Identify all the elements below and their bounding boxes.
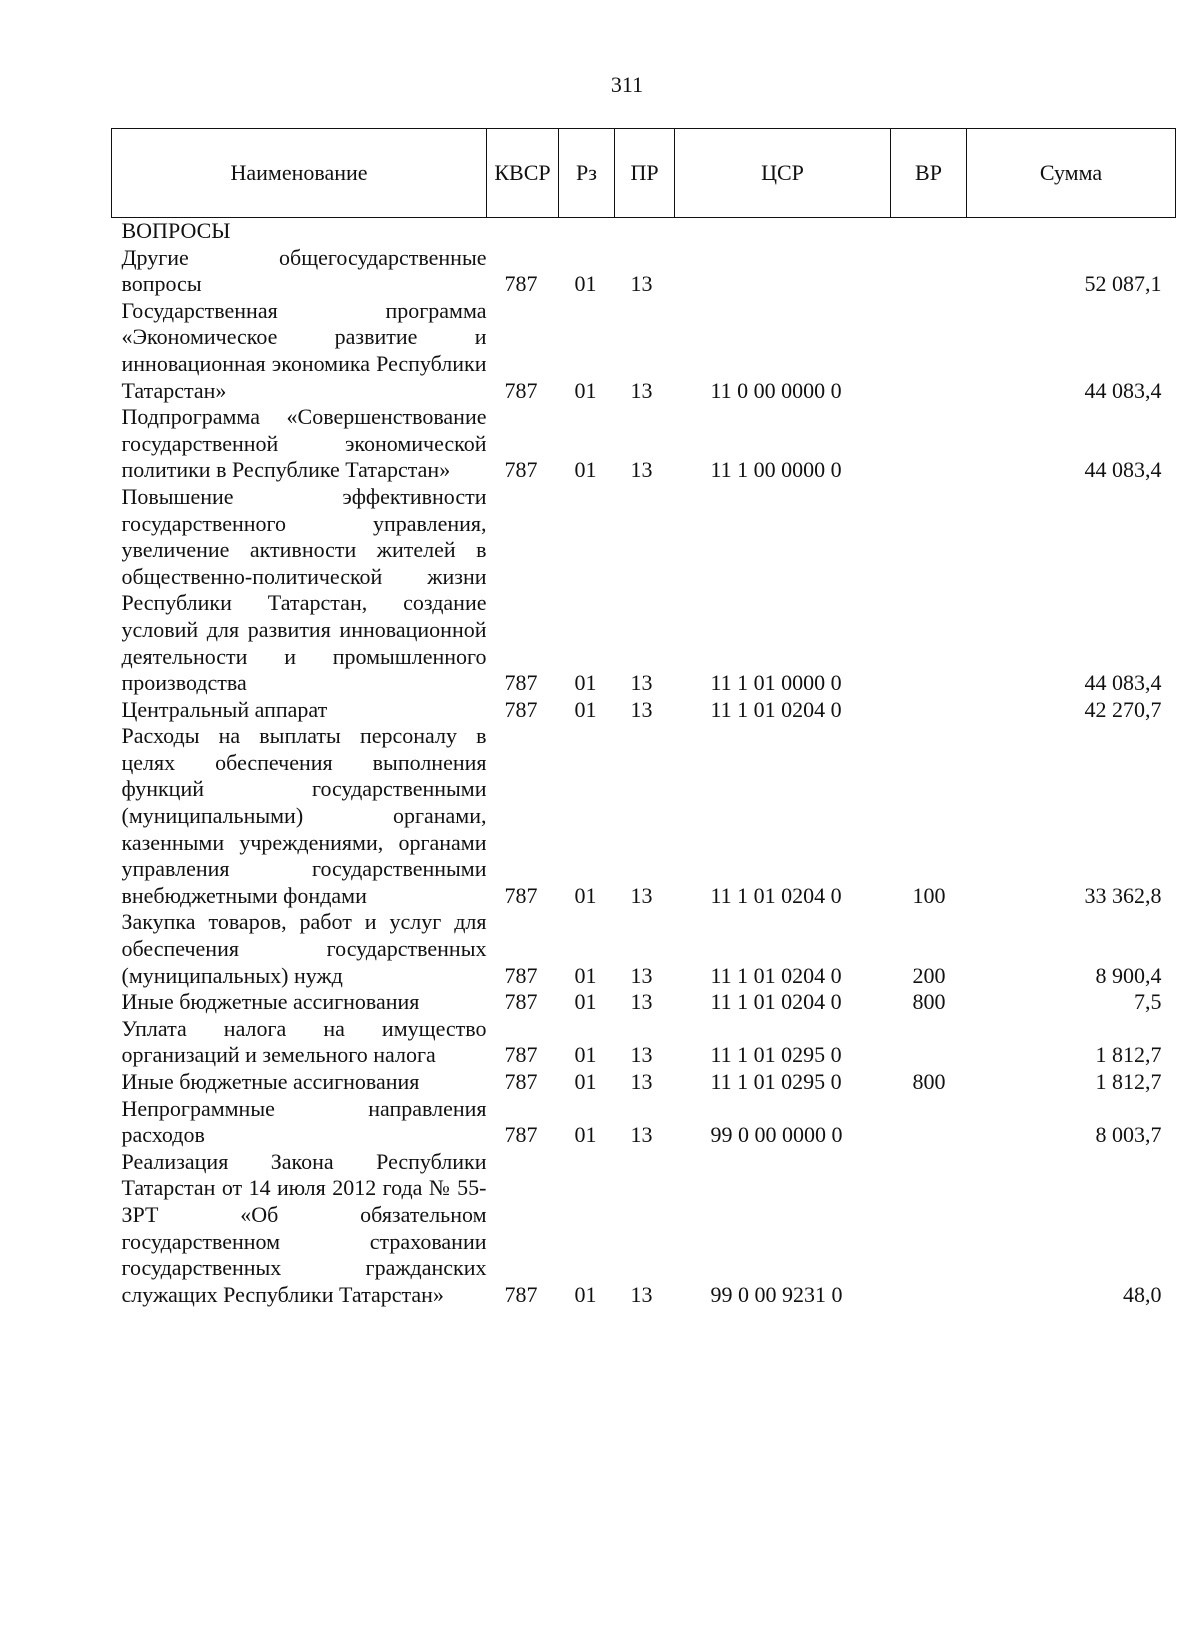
row-csr: 11 1 01 0204 0: [710, 696, 842, 722]
row-csr: 99 0 00 0000 0: [710, 1122, 843, 1148]
row-rz: 01: [574, 1281, 597, 1307]
row-rz: 01: [574, 1122, 597, 1148]
row-vr: [891, 1096, 967, 1149]
row-rz: 01: [574, 696, 597, 722]
table-row: [112, 1096, 1176, 1149]
table-row: [112, 484, 1176, 697]
row-kvsr: 787: [504, 882, 538, 908]
row-pr: 13: [630, 457, 653, 483]
row-kvsr: 787: [504, 1042, 538, 1068]
row-rz: 01: [574, 1069, 597, 1094]
row-name: Закупка товаров, работ и услуг для обеспечения государственных (муниципальных) нужд: [121, 909, 487, 988]
row-name: Иные бюджетные ассигнования: [121, 989, 420, 1015]
row-sum: 8 900,4: [1095, 962, 1162, 988]
header-vr: ВР: [891, 129, 967, 218]
table-row: [112, 1149, 1176, 1309]
row-sum: [967, 218, 1176, 245]
row-kvsr: 787: [504, 1122, 538, 1148]
row-kvsr: 787: [504, 696, 538, 722]
page-number: 311: [610, 72, 644, 97]
row-name: Непрограммные направления расходов: [121, 1095, 487, 1148]
row-rz: 01: [574, 670, 597, 696]
row-csr: 11 0 00 0000 0: [710, 377, 842, 403]
row-vr: [891, 298, 967, 404]
header-kvsr: КВСР: [487, 129, 559, 218]
row-kvsr: 787: [504, 670, 538, 696]
row-vr: 100: [912, 882, 946, 908]
row-csr: 99 0 00 9231 0: [710, 1281, 843, 1307]
row-name: Центральный аппарат: [121, 696, 328, 722]
row-vr: 800: [912, 989, 946, 1015]
row-name: Другие общегосударственные вопросы: [121, 244, 487, 297]
row-rz: 01: [574, 882, 597, 908]
row-rz: 01: [574, 271, 597, 297]
row-vr: 200: [912, 962, 946, 988]
table-row: [112, 909, 1176, 989]
row-rz: 01: [574, 962, 597, 988]
table-row: [112, 1069, 1176, 1096]
row-sum: 48,0: [1123, 1281, 1162, 1307]
row-name: Реализация Закона Республики Татарстан от 14 июля 2012 года № 55-ЗРТ «Об обязательном государственном страховании государственных гражданских служащих Республики Татарстан»: [121, 1148, 487, 1307]
row-sum: 1 812,7: [1095, 1042, 1162, 1068]
row-sum: 1 812,7: [1095, 1069, 1162, 1094]
row-csr: 11 1 01 0204 0: [710, 962, 842, 988]
row-pr: 13: [630, 271, 653, 297]
row-csr: [675, 245, 891, 298]
row-sum: 8 003,7: [1095, 1122, 1162, 1148]
row-name: Иные бюджетные ассигнования: [121, 1069, 420, 1094]
row-vr: [891, 218, 967, 245]
header-pr: ПР: [615, 129, 675, 218]
row-kvsr: 787: [504, 377, 538, 403]
row-vr: 800: [912, 1069, 946, 1094]
row-name: Повышение эффективности государственного управления, увеличение активности жителей в общественно-политической жизни Республики Татарстан, создание условий для развития инновационной деятельности и промышленного производства: [121, 483, 487, 696]
row-kvsr: 787: [504, 457, 538, 483]
row-csr: 11 1 01 0204 0: [710, 882, 842, 908]
row-name: ВОПРОСЫ: [121, 218, 231, 243]
row-name: Подпрограмма «Совершенствование государственной экономической политики в Республике Татарстан»: [121, 404, 487, 483]
header-name: Наименование: [112, 129, 487, 218]
row-sum: 44 083,4: [1084, 670, 1162, 696]
row-csr: 11 1 00 0000 0: [710, 457, 842, 483]
row-vr: [891, 1149, 967, 1309]
row-rz: 01: [574, 377, 597, 403]
row-name: Уплата налога на имущество организаций и земельного налога: [121, 1015, 487, 1068]
row-kvsr: 787: [504, 1069, 538, 1094]
row-pr: 13: [630, 1069, 653, 1094]
table-row: [112, 1016, 1176, 1069]
table-row: [112, 723, 1176, 909]
row-pr: 13: [630, 989, 653, 1015]
row-sum: 52 087,1: [1084, 271, 1162, 297]
budget-table: [111, 128, 1176, 1308]
row-pr: 13: [630, 1122, 653, 1148]
table-row: [112, 298, 1176, 404]
row-kvsr: 787: [504, 271, 538, 297]
header-rz: Рз: [559, 129, 615, 218]
row-rz: [559, 218, 615, 245]
table-row: [112, 245, 1176, 298]
table-row: [112, 989, 1176, 1016]
row-vr: [891, 245, 967, 298]
row-pr: 13: [630, 882, 653, 908]
row-pr: 13: [630, 1042, 653, 1068]
table-header: [112, 129, 1176, 218]
header-csr: ЦСР: [675, 129, 891, 218]
row-kvsr: 787: [504, 962, 538, 988]
row-sum: 44 083,4: [1084, 457, 1162, 483]
row-pr: 13: [630, 670, 653, 696]
row-csr: [675, 218, 891, 245]
row-sum: 44 083,4: [1084, 377, 1162, 403]
row-vr: [891, 1016, 967, 1069]
row-vr: [891, 484, 967, 697]
row-kvsr: 787: [504, 1281, 538, 1307]
row-vr: [891, 697, 967, 724]
table-body: [112, 218, 1176, 1309]
row-vr: [891, 404, 967, 484]
row-name: Расходы на выплаты персоналу в целях обеспечения выполнения функций государственными (муниципальными) органами, казенными учреждениями, органами управления государственными внебюджетными фондами: [121, 723, 487, 908]
row-csr: 11 1 01 0000 0: [710, 670, 842, 696]
table-row: [112, 218, 1176, 245]
row-csr: 11 1 01 0295 0: [710, 1069, 842, 1094]
row-csr: 11 1 01 0204 0: [710, 989, 842, 1015]
row-pr: 13: [630, 962, 653, 988]
row-pr: 13: [630, 1281, 653, 1307]
row-pr: [615, 218, 675, 245]
row-csr: 11 1 01 0295 0: [710, 1042, 842, 1068]
table-row: [112, 697, 1176, 724]
row-sum: 7,5: [1134, 989, 1162, 1015]
row-sum: 33 362,8: [1084, 882, 1162, 908]
row-rz: 01: [574, 989, 597, 1015]
row-sum: 42 270,7: [1084, 696, 1162, 722]
header-sum: Сумма: [967, 129, 1176, 218]
table-row: [112, 404, 1176, 484]
row-rz: 01: [574, 1042, 597, 1068]
row-kvsr: 787: [504, 989, 538, 1015]
row-pr: 13: [630, 377, 653, 403]
row-pr: 13: [630, 696, 653, 722]
row-kvsr: [487, 218, 559, 245]
row-rz: 01: [574, 457, 597, 483]
row-name: Государственная программа «Экономическое развитие и инновационная экономика Республики Татарстан»: [121, 297, 487, 403]
